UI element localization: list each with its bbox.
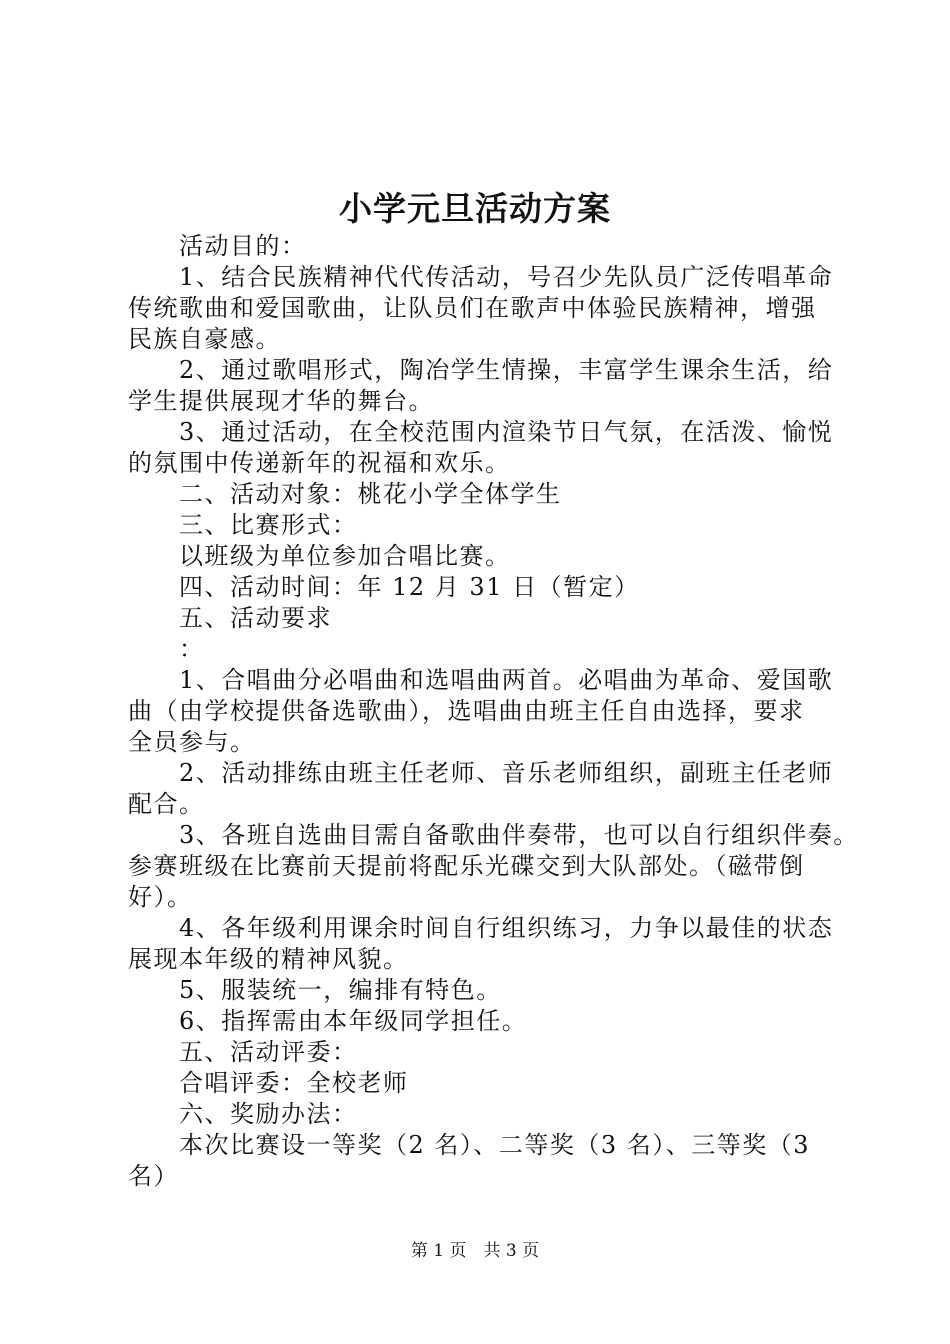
body-line: 民族自豪感。: [128, 325, 281, 353]
body-line: 5、服装统一，编排有特色。: [128, 976, 502, 1004]
document-body: [128, 231, 859, 1192]
body-line: 1、合唱曲分必唱曲和选唱曲两首。必唱曲为革命、爱国歌: [128, 666, 834, 694]
body-line: 传统歌曲和爱国歌曲，让队员们在歌声中体验民族精神，增强: [128, 294, 817, 322]
body-line: 五、活动评委：: [128, 1038, 358, 1066]
body-line: 名）: [128, 1162, 179, 1190]
page-footer: 第 1 页 共 3 页: [410, 1241, 540, 1261]
body-line: 好）。: [128, 883, 193, 911]
body-line: 曲（由学校提供备选歌曲），选唱曲由班主任自由选择，要求: [128, 697, 805, 725]
body-line: 四、活动时间：年 12 月 31 日（暂定）: [128, 573, 640, 601]
body-line: 1、结合民族精神代代传活动，号召少先队员广泛传唱革命: [128, 263, 834, 291]
body-line: 的氛围中传递新年的祝福和欢乐。: [128, 449, 511, 477]
body-line: 以班级为单位参加合唱比赛。: [128, 542, 511, 570]
document-title: 小学元旦活动方案: [339, 189, 611, 228]
body-line: 3、通过活动，在全校范围内渲染节日气氛，在活泼、愉悦: [128, 418, 834, 446]
body-line: 配合。: [128, 790, 205, 818]
body-line: 参赛班级在比赛前天提前将配乐光碟交到大队部处。（磁带倒: [128, 852, 805, 880]
body-line: 2、活动排练由班主任老师、音乐老师组织，副班主任老师: [128, 759, 834, 787]
body-line: 活动目的：: [128, 232, 307, 260]
body-line: 本次比赛设一等奖（2 名）、二等奖（3 名）、三等奖（3: [128, 1131, 811, 1159]
body-line: 展现本年级的精神风貌。: [128, 945, 409, 973]
body-line: 合唱评委：全校老师: [128, 1069, 409, 1097]
body-line: 2、通过歌唱形式，陶冶学生情操，丰富学生课余生活，给: [128, 356, 834, 384]
body-line: 6、指挥需由本年级同学担任。: [128, 1007, 528, 1035]
body-line: 二、活动对象：桃花小学全体学生: [128, 480, 562, 508]
body-line: 五、活动要求: [128, 604, 332, 632]
body-line: 3、各班自选曲目需自备歌曲伴奏带，也可以自行组织伴奏。: [128, 821, 859, 849]
body-line: 六、奖励办法：: [128, 1100, 358, 1128]
body-line: 全员参与。: [128, 728, 256, 756]
body-line: 4、各年级利用课余时间自行组织练习，力争以最佳的状态: [128, 914, 834, 942]
body-line: 学生提供展现才华的舞台。: [128, 387, 434, 415]
body-line: 三、比赛形式：: [128, 511, 358, 539]
body-line: ：: [128, 635, 205, 663]
